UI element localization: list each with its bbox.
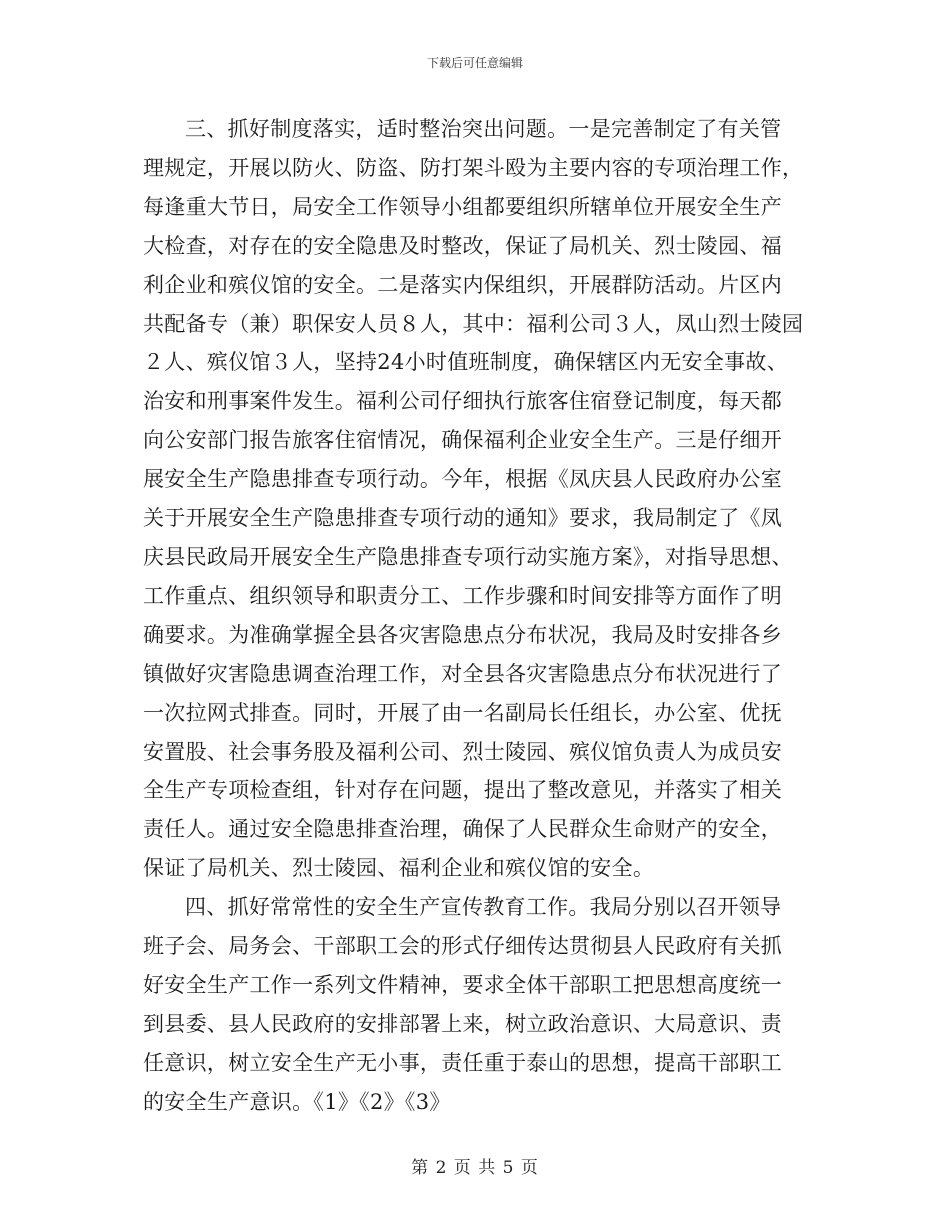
page-number: 第 2 页 共 5 页 <box>411 1158 539 1178</box>
page-header: 下载后可任意编辑 <box>426 56 523 70</box>
paragraph-3-system-implementation: 三、抓好制度落实，适时整治突出问题。一是完善制定了有关管 理规定，开展以防火、防盗、防打架斗殴为主要内容的专项治理工作， 每逢重大节日，局安全工作领导小组都要组织所辖单位开展安全生产 大检查，对存在的安全隐患及时整改，保证了局机关、烈士陵园、福 利企业和殡仪馆的安全。二是落实内保组织，开展群防活动。片区内 共配备专（兼）职保安人员８人，其中：福利公司３人，凤山烈士陵园 ２人、殡仪馆３人，坚持24小时值班制度，确保辖区内无安全事故、 治安和刑事案件发生。福利公司仔细执行旅客住宿登记制度，每天都 向公安部门报告旅客住宿情况，确保福利企业安全生产。三是仔细开 展安全生产隐患排查专项行动。今年，根据《凤庆县人民政府办公室 关于开展安全生产隐患排查专项行动的通知》要求，我局制定了《凤 庆县民政局开展安全生产隐患排查专项行动实施方案》，对指导思想、 工作重点、组织领导和职责分工、工作步骤和时间安排等方面作了明 确要求。为准确掌握全县各灾害隐患点分布状况，我局及时安排各乡 镇做好灾害隐患调查治理工作，对全县各灾害隐患点分布状况进行了 一次拉网式排查。同时，开展了由一名副局长任组长，办公室、优抚 安置股、社会事务股及福利公司、烈士陵园、殡仪馆负责人为成员安 全生产专项检查组，针对存在问题，提出了整改意见，并落实了相关 责任人。通过安全隐患排查治理，确保了人民群众生命财产的安全， 保证了局机关、烈士陵园、福利企业和殡仪馆的安全。 <box>143 117 804 881</box>
document-body <box>143 110 811 1122</box>
paragraph-4-safety-education: 四、抓好常常性的安全生产宣传教育工作。我局分别以召开领导 班子会、局务会、干部职工会的形式仔细传达贯彻县人民政府有关抓 好安全生产工作一系列文件精神，要求全体干部职工把思想高度统一 到县委、县人民政府的安排部署上来，树立政治意识、大局意识、责 任意识，树立安全生产无小事，责任重于泰山的思想，提高干部职工 的安全生产意识。《1》《2》《3》 <box>143 895 782 1114</box>
